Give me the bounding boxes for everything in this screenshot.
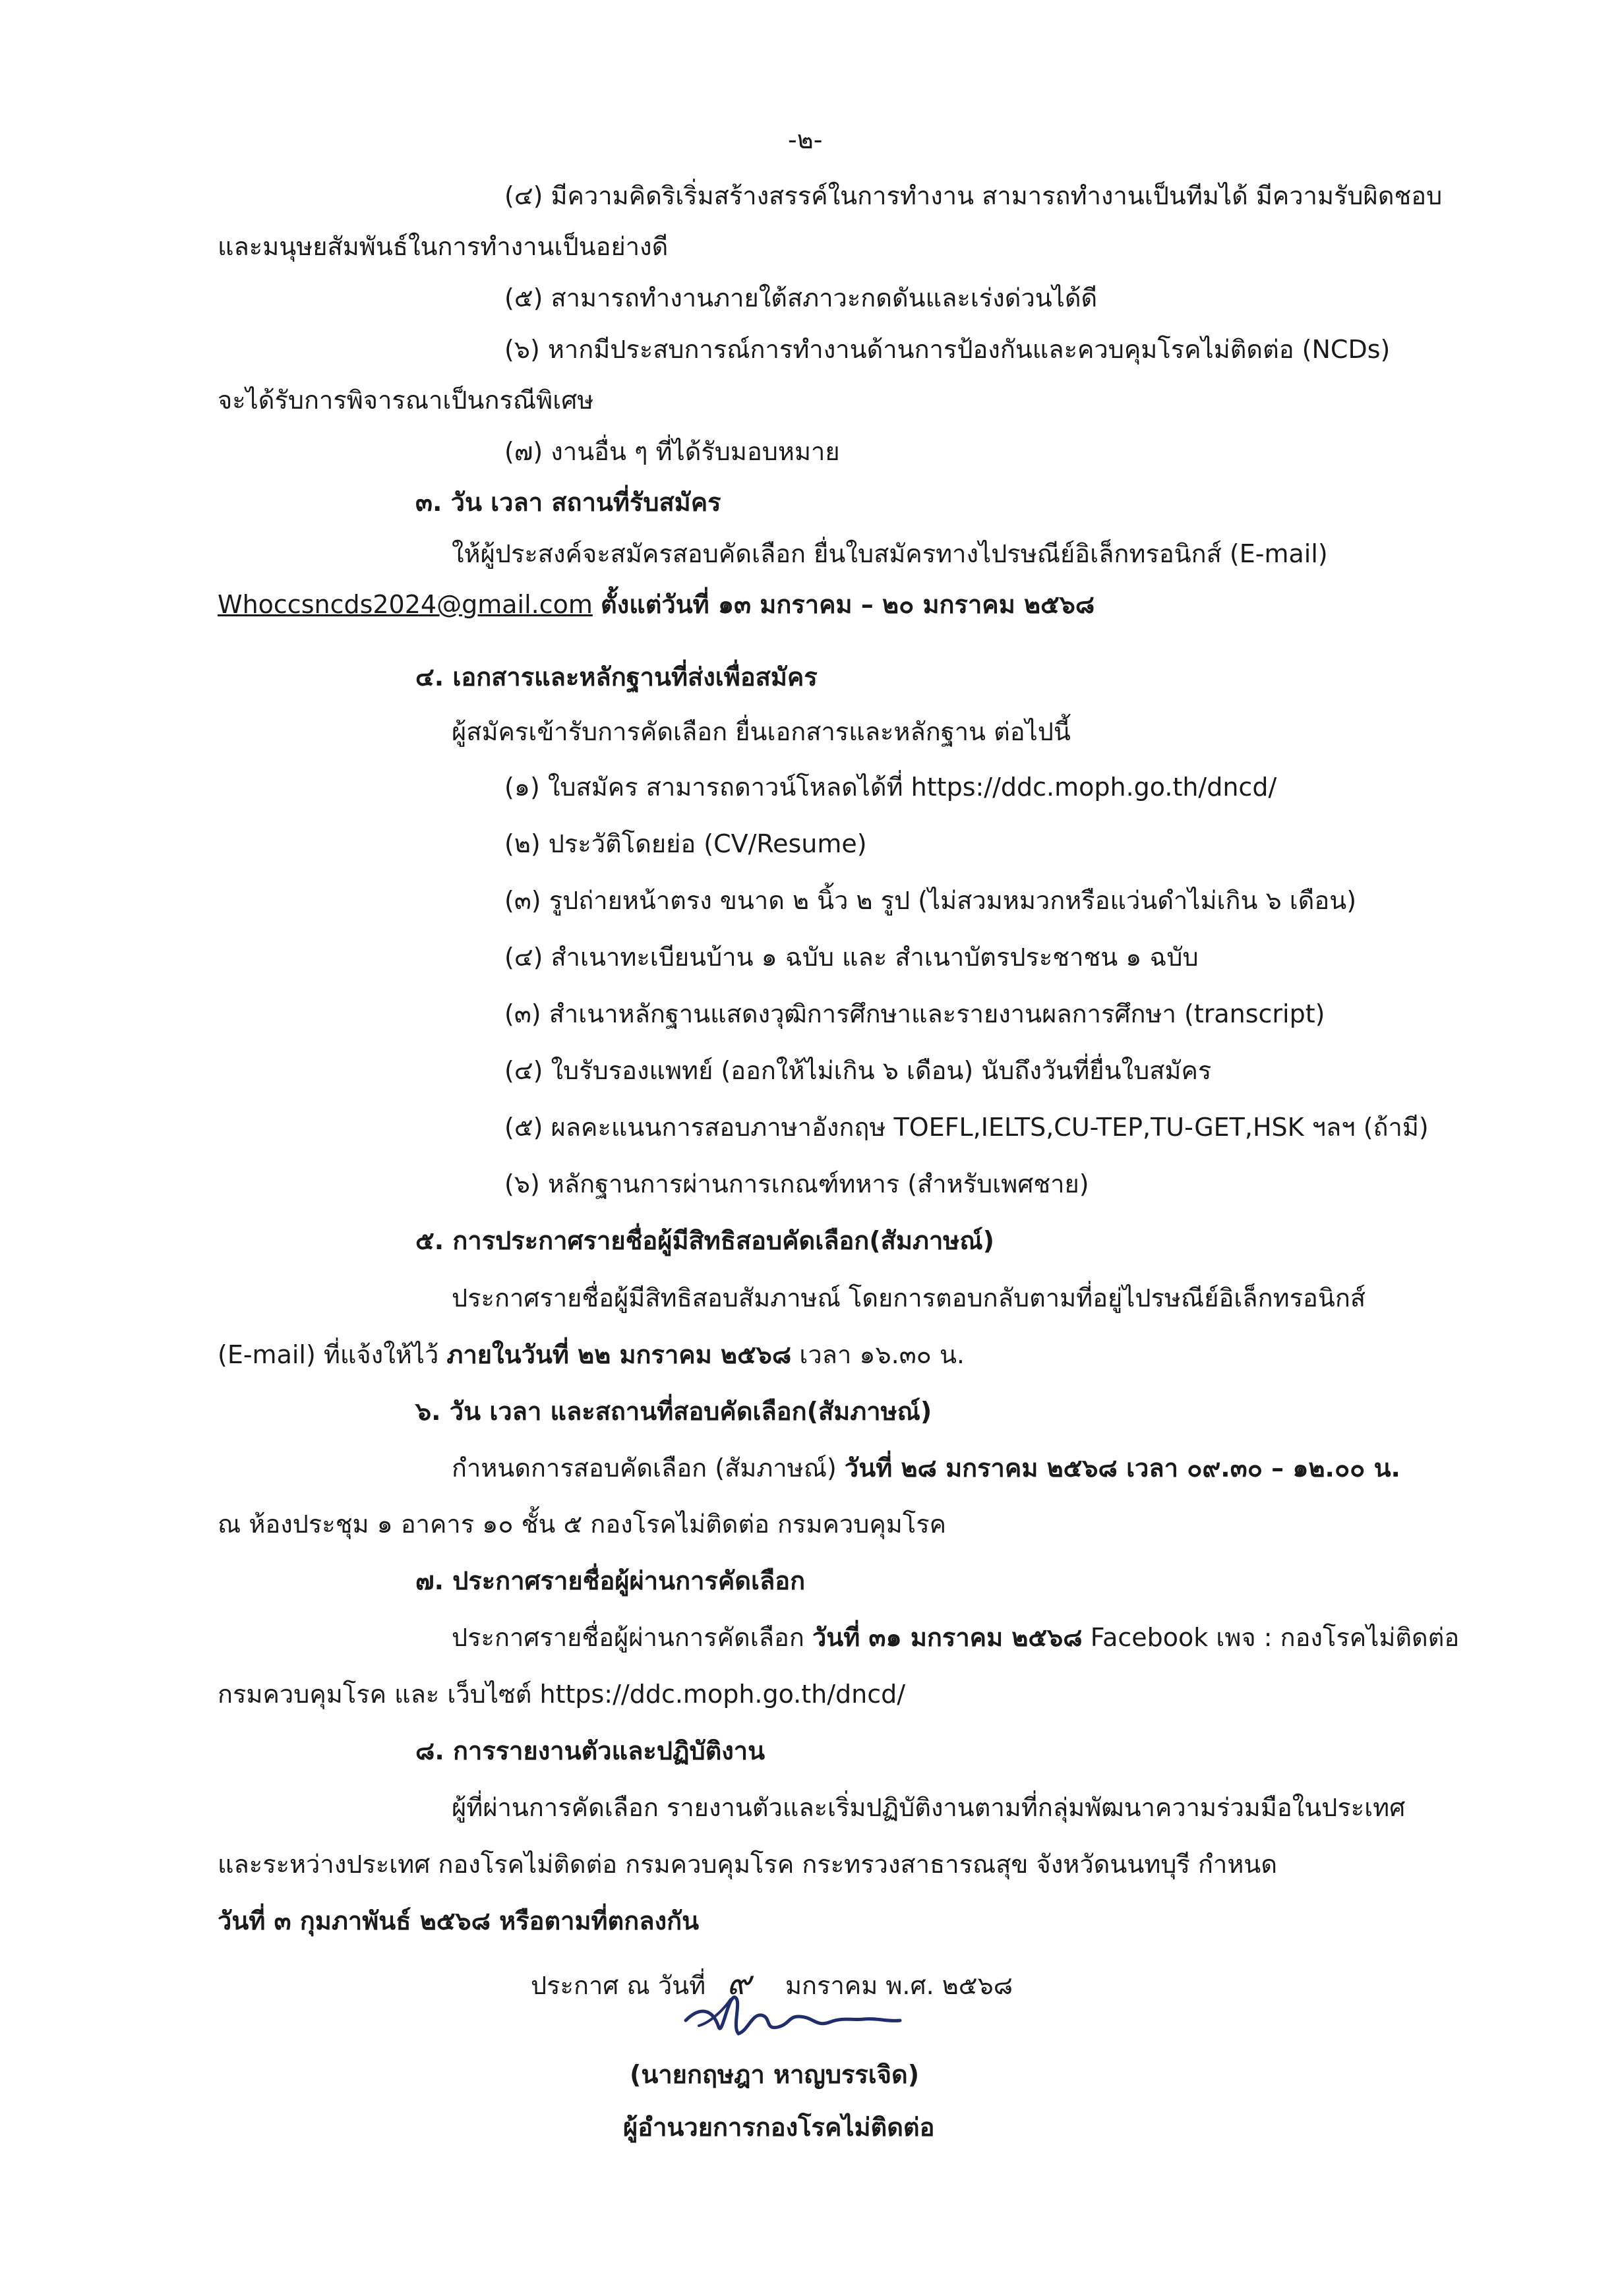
section-7-date: วันที่ ๓๑ มกราคม ๒๕๖๘	[812, 1623, 1083, 1652]
section-3-email-line	[218, 590, 1095, 620]
section-5-time: เวลา ๑๖.๓๐ น.	[799, 1340, 965, 1369]
signer-name: (นายกฤษฎา หาญบรรเจิด)	[630, 2060, 920, 2089]
document-item: (๔) สำเนาทะเบียนบ้าน ๑ ฉบับ และ สำเนาบัตรประชาชน ๑ ฉบับ	[504, 943, 1199, 972]
section-7-heading: ๗. ประกาศรายชื่อผู้ผ่านการคัดเลือก	[415, 1566, 806, 1595]
section-7-paragraph-2: กรมควบคุมโรค และ เว็บไซต์ https://ddc.moph.go.th/dncd/	[218, 1680, 906, 1709]
document-item: (๔) ใบรับรองแพทย์ (ออกให้ไม่เกิน ๖ เดือน) นับถึงวันที่ยื่นใบสมัคร	[504, 1056, 1212, 1085]
section-6-intro: กำหนดการสอบคัดเลือก (สัมภาษณ์)	[452, 1454, 837, 1483]
section-6-paragraph-1	[452, 1454, 1400, 1484]
section-4-heading: ๔. เอกสารและหลักฐานที่ส่งเพื่อสมัคร	[415, 662, 818, 692]
document-item: (๓) รูปถ่ายหน้าตรง ขนาด ๒ นิ้ว ๒ รูป (ไม่สวมหมวกหรือแว่นดำไม่เกิน ๖ เดือน)	[504, 886, 1357, 915]
qualification-6-line-1: (๖) หากมีประสบการณ์การทำงานด้านการป้องกันและควบคุมโรคไม่ติดต่อ (NCDs)	[504, 335, 1391, 364]
announcement-prefix: ประกาศ ณ วันที่	[531, 1971, 706, 2000]
section-5-paragraph-2	[218, 1340, 965, 1370]
announcement-suffix: มกราคม พ.ศ. ๒๕๖๘	[785, 1971, 1013, 2000]
section-6-heading: ๖. วัน เวลา และสถานที่สอบคัดเลือก(สัมภาษณ์)	[415, 1397, 932, 1426]
section-5-email-note: (E-mail) ที่แจ้งให้ไว้	[218, 1340, 439, 1369]
section-3-dates: ตั้งแต่วันที่ ๑๓ มกราคม – ๒๐ มกราคม ๒๕๖๘	[600, 590, 1095, 619]
document-item: (๒) ประวัติโดยย่อ (CV/Resume)	[504, 829, 867, 858]
section-7-paragraph-1	[452, 1623, 1459, 1653]
handwritten-signature	[673, 1981, 910, 2053]
section-6-datetime: วันที่ ๒๘ มกราคม ๒๕๖๘ เวลา ๐๙.๓๐ – ๑๒.๐๐ น.	[844, 1454, 1400, 1483]
page-number: -๒-	[788, 125, 823, 154]
section-5-paragraph-1: ประกาศรายชื่อผู้มีสิทธิสอบสัมภาษณ์ โดยการตอบกลับตามที่อยู่ไปรษณีย์อิเล็กทรอนิกส์	[452, 1283, 1366, 1312]
qualification-6-line-2: จะได้รับการพิจารณาเป็นกรณีพิเศษ	[218, 386, 594, 415]
document-item: (๑) ใบสมัคร สามารถดาวน์โหลดได้ที่ https://ddc.moph.go.th/dncd/	[504, 773, 1277, 802]
contact-email-link[interactable]: Whoccsncds2024@gmail.com	[218, 590, 593, 619]
qualification-4-line-2: และมนุษยสัมพันธ์ในการทำงานเป็นอย่างดี	[218, 232, 669, 261]
section-6-location: ณ ห้องประชุม ๑ อาคาร ๑๐ ชั้น ๕ กองโรคไม่ติดต่อ กรมควบคุมโรค	[218, 1510, 947, 1539]
section-8-heading: ๘. การรายงานตัวและปฏิบัติงาน	[415, 1736, 765, 1765]
section-5-deadline: ภายในวันที่ ๒๒ มกราคม ๒๕๖๘	[446, 1340, 792, 1369]
document-item: (๖) หลักฐานการผ่านการเกณฑ์ทหาร (สำหรับเพศชาย)	[504, 1169, 1089, 1198]
section-7-intro: ประกาศรายชื่อผู้ผ่านการคัดเลือก	[452, 1623, 804, 1652]
qualification-4-line-1: (๔) มีความคิดริเริ่มสร้างสรรค์ในการทำงาน สามารถทำงานเป็นทีมได้ มีความรับผิดชอบ	[504, 181, 1443, 210]
section-7-facebook: Facebook เพจ : กองโรคไม่ติดต่อ	[1090, 1623, 1460, 1652]
section-5-heading: ๕. การประกาศรายชื่อผู้มีสิทธิสอบคัดเลือก(สัมภาษณ์)	[415, 1226, 994, 1255]
section-8-paragraph-3: วันที่ ๓ กุมภาพันธ์ ๒๕๖๘ หรือตามที่ตกลงกัน	[218, 1906, 700, 1935]
section-3-heading: ๓. วัน เวลา สถานที่รับสมัคร	[415, 488, 721, 517]
qualification-7: (๗) งานอื่น ๆ ที่ได้รับมอบหมาย	[504, 437, 840, 466]
section-4-intro: ผู้สมัครเข้ารับการคัดเลือก ยื่นเอกสารและหลักฐาน ต่อไปนี้	[452, 717, 1071, 746]
section-3-paragraph: ให้ผู้ประสงค์จะสมัครสอบคัดเลือก ยื่นใบสมัครทางไปรษณีย์อิเล็กทรอนิกส์ (E-mail)	[452, 539, 1328, 568]
announcement-day-handwritten: ๙	[727, 1964, 751, 2002]
signer-position: ผู้อำนวยการกองโรคไม่ติดต่อ	[623, 2113, 935, 2142]
section-8-paragraph-2: และระหว่างประเทศ กองโรคไม่ติดต่อ กรมควบคุมโรค กระทรวงสาธารณสุข จังหวัดนนทบุรี กำหนด	[218, 1850, 1278, 1879]
section-8-paragraph-1: ผู้ที่ผ่านการคัดเลือก รายงานตัวและเริ่มปฏิบัติงานตามที่กลุ่มพัฒนาความร่วมมือในประเทศ	[452, 1793, 1406, 1822]
qualification-5: (๕) สามารถทำงานภายใต้สภาวะกดดันและเร่งด่วนได้ดี	[504, 283, 1098, 312]
document-item: (๕) ผลคะแนนการสอบภาษาอังกฤษ TOEFL,IELTS,CU-TEP,TU-GET,HSK ฯลฯ (ถ้ามี)	[504, 1113, 1429, 1142]
document-item: (๓) สำเนาหลักฐานแสดงวุฒิการศึกษาและรายงานผลการศึกษา (transcript)	[504, 999, 1325, 1028]
